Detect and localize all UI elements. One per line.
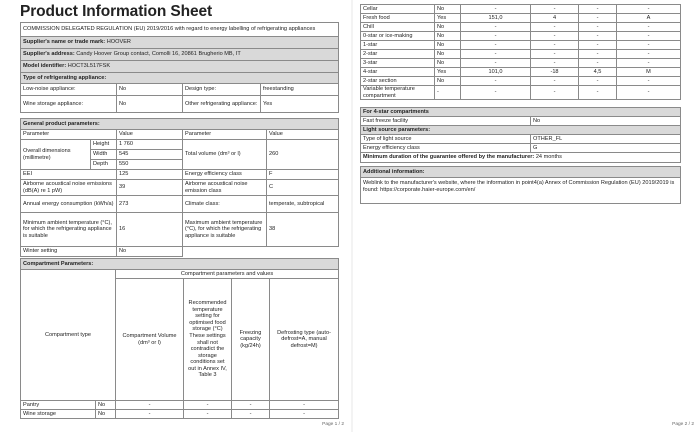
winter-value: No xyxy=(117,247,183,257)
supplier-name-value: HOOVER xyxy=(106,39,131,46)
row-temp: - xyxy=(531,50,579,59)
row-temp: - xyxy=(184,410,232,419)
table-row xyxy=(361,14,681,23)
row-freezing: - xyxy=(579,77,617,86)
wine-value: No xyxy=(117,96,183,113)
row-freezing: - xyxy=(579,41,617,50)
row-temp: -18 xyxy=(531,68,579,77)
col-parameter: Parameter xyxy=(21,130,117,140)
table-row xyxy=(361,77,681,86)
total-volume-value: 260 xyxy=(267,140,339,170)
table-row xyxy=(361,59,681,68)
noise-class-label: Airborne acoustical noise emission class xyxy=(183,180,267,196)
row-volume: 101,0 xyxy=(461,68,531,77)
row-present: No xyxy=(435,23,461,32)
row-volume: - xyxy=(461,5,531,14)
regulation-text: COMMISSION DELEGATED REGULATION (EU) 2019/2016 with regard to energy labelling of refrigerating appliances xyxy=(21,23,339,37)
row-temp: - xyxy=(531,32,579,41)
page-number: Page 1 / 2 xyxy=(322,422,344,427)
row-volume: - xyxy=(116,401,184,410)
eei-label: EEI xyxy=(21,170,117,180)
guarantee-value: 24 months xyxy=(535,154,562,161)
table-row xyxy=(361,86,681,100)
comp-volume-label: Compartment Volume (dm³ or l) xyxy=(116,279,184,401)
weblink-text: Weblink to the manufacturer's website, where the information in point4(a) Annex of Commission Regulation (EU) 2019/2019 is found: xyxy=(363,180,675,193)
row-defrost: - xyxy=(617,77,681,86)
row-freezing: - xyxy=(579,5,617,14)
row-temp: - xyxy=(531,59,579,68)
depth-value: 550 xyxy=(117,160,183,170)
general-table xyxy=(20,118,339,257)
low-noise-label: Low-noise appliance: xyxy=(21,84,117,96)
row-defrost: - xyxy=(270,410,339,419)
row-freezing: 4,5 xyxy=(579,68,617,77)
supplier-table xyxy=(20,22,339,84)
general-header: General product parameters: xyxy=(21,119,339,130)
row-present: No xyxy=(435,32,461,41)
guarantee-row xyxy=(361,153,681,163)
row-name: 1-star xyxy=(361,41,435,50)
row-present: No xyxy=(96,401,116,410)
row-defrost: - xyxy=(617,23,681,32)
row-temp: - xyxy=(184,401,232,410)
eei-value: 125 xyxy=(117,170,183,180)
row-name: Chill xyxy=(361,23,435,32)
min-temp-label: Minimum ambient temperature (°C), for which the refrigerating appliance is suitable xyxy=(21,213,117,247)
fast-freeze-value: No xyxy=(531,117,681,126)
min-temp-value: 16 xyxy=(117,213,183,247)
row-freezing: - xyxy=(579,23,617,32)
row-defrost: - xyxy=(617,32,681,41)
height-label: Height xyxy=(91,140,117,150)
table-row xyxy=(361,23,681,32)
row-temp: 4 xyxy=(531,14,579,23)
supplier-name-label: Supplier's name or trade mark: xyxy=(23,39,106,46)
row-present: No xyxy=(435,77,461,86)
row-name: 2-star xyxy=(361,50,435,59)
annual-energy-value: 273 xyxy=(117,196,183,213)
light-type-label: Type of light source xyxy=(361,135,531,144)
width-value: 545 xyxy=(117,150,183,160)
row-name: Variable temperature compartment xyxy=(361,86,435,100)
wine-label: Wine storage appliance: xyxy=(21,96,117,113)
comp-type-label: Compartment type xyxy=(21,270,116,401)
row-defrost: M xyxy=(617,68,681,77)
row-volume: - xyxy=(461,86,531,100)
climate-label: Climate class: xyxy=(183,196,267,213)
row-name: Fresh food xyxy=(361,14,435,23)
col-value-2: Value xyxy=(267,130,339,140)
table-row xyxy=(361,32,681,41)
climate-value: temperate, subtropical xyxy=(267,196,339,213)
row-volume: - xyxy=(116,410,184,419)
noise-label: Airborne acoustical noise emissions (dB(A) re 1 pW) xyxy=(21,180,117,196)
four-star-header: For 4-star compartments xyxy=(361,108,681,117)
model-label: Model identifier: xyxy=(23,63,67,70)
row-name: 4-star xyxy=(361,68,435,77)
noise-value: 39 xyxy=(117,180,183,196)
row-temp: - xyxy=(531,77,579,86)
page-2 xyxy=(354,0,700,432)
page-number-2: Page 2 / 2 xyxy=(672,422,694,427)
row-present: Yes xyxy=(435,14,461,23)
row-present: No xyxy=(435,50,461,59)
compartment-table-continued xyxy=(360,4,681,100)
light-type-value: OTHER_FL xyxy=(531,135,681,144)
other-label: Other refrigerating appliance: xyxy=(183,96,261,113)
row-volume: - xyxy=(461,50,531,59)
row-volume: - xyxy=(461,23,531,32)
model-value: HOCT3L517FSK xyxy=(67,63,111,70)
row-freezing: - xyxy=(579,32,617,41)
row-freezing: - xyxy=(232,410,270,419)
other-value: Yes xyxy=(261,96,339,113)
four-star-table xyxy=(360,107,681,204)
row-defrost: - xyxy=(617,86,681,100)
row-name: 0-star or ice-making xyxy=(361,32,435,41)
light-class-label: Energy efficiency class xyxy=(361,144,531,153)
total-volume-label: Total volume (dm³ or l) xyxy=(183,140,267,170)
row-present: Yes xyxy=(435,68,461,77)
table-row xyxy=(361,5,681,14)
weblink-url[interactable]: https://corporate.haier-europe.com/en/ xyxy=(380,186,476,193)
row-volume: - xyxy=(461,32,531,41)
row-name: Cellar xyxy=(361,5,435,14)
row-defrost: A xyxy=(617,14,681,23)
row-freezing: - xyxy=(232,401,270,410)
supplier-name-row xyxy=(21,37,339,49)
row-defrost: - xyxy=(270,401,339,410)
row-freezing: - xyxy=(579,50,617,59)
supplier-address-label: Supplier's address: xyxy=(23,51,75,58)
comp-params-values: Compartment parameters and values xyxy=(116,270,339,279)
row-present: - xyxy=(435,86,461,100)
row-temp: - xyxy=(531,23,579,32)
table-row xyxy=(361,50,681,59)
weblink-cell xyxy=(361,178,681,204)
low-noise-value: No xyxy=(117,84,183,96)
freezing-label: Freezing capacity (kg/24h) xyxy=(232,279,270,401)
row-freezing: - xyxy=(579,86,617,100)
supplier-address-row xyxy=(21,49,339,61)
design-type-value: freestanding xyxy=(261,84,339,96)
annual-energy-label: Annual energy consumption (kWh/a) xyxy=(21,196,117,213)
width-label: Width xyxy=(91,150,117,160)
max-temp-label: Maximum ambient temperature (°C), for which the refrigerating appliance is suitable xyxy=(183,213,267,247)
compartment-header: Compartment Parameters: xyxy=(21,259,339,270)
depth-label: Depth xyxy=(91,160,117,170)
row-temp: - xyxy=(531,5,579,14)
type-table xyxy=(20,83,339,113)
row-name: Pantry xyxy=(21,401,96,410)
row-temp: - xyxy=(531,86,579,100)
max-temp-value: 38 xyxy=(267,213,339,247)
row-present: No xyxy=(435,59,461,68)
energy-class-value: F xyxy=(267,170,339,180)
noise-class-value: C xyxy=(267,180,339,196)
row-defrost: - xyxy=(617,5,681,14)
row-freezing: - xyxy=(579,14,617,23)
light-header: Light source parameters: xyxy=(361,126,681,135)
type-header: Type of refrigerating appliance: xyxy=(21,73,339,84)
rec-temp-label: Recommended temperature setting for optimised food storage (°C) These settings shall not contradict the storage conditions set out in Annex IV, Table 3 xyxy=(184,279,232,401)
supplier-address-value: Candy Hoover Group contact, Comolli 16, 20861 Brugherio MB, IT xyxy=(76,51,241,58)
row-present: No xyxy=(435,5,461,14)
col-value: Value xyxy=(117,130,183,140)
row-volume: - xyxy=(461,41,531,50)
additional-header: Additional information: xyxy=(361,167,681,178)
winter-label: Winter setting xyxy=(21,247,117,257)
table-row xyxy=(361,41,681,50)
overall-dim-label: Overall dimensions (millimetre) xyxy=(21,140,91,170)
page-divider xyxy=(351,0,353,432)
row-defrost: - xyxy=(617,59,681,68)
compartment-table xyxy=(20,258,339,419)
row-name: 3-star xyxy=(361,59,435,68)
row-temp: - xyxy=(531,41,579,50)
row-present: No xyxy=(96,410,116,419)
row-defrost: - xyxy=(617,41,681,50)
page-title: Product Information Sheet xyxy=(20,3,213,20)
table-row xyxy=(21,401,339,410)
model-row xyxy=(21,61,339,73)
row-freezing: - xyxy=(579,59,617,68)
row-defrost: - xyxy=(617,50,681,59)
row-volume: 151,0 xyxy=(461,14,531,23)
row-name: Wine storage xyxy=(21,410,96,419)
design-type-label: Design type: xyxy=(183,84,261,96)
height-value: 1 760 xyxy=(117,140,183,150)
col-parameter-2: Parameter xyxy=(183,130,267,140)
row-present: No xyxy=(435,41,461,50)
row-name: 2-star section xyxy=(361,77,435,86)
table-row xyxy=(361,68,681,77)
row-volume: - xyxy=(461,59,531,68)
row-volume: - xyxy=(461,77,531,86)
defrost-label: Defrosting type (auto-defrost=A, manual defrost=M) xyxy=(270,279,339,401)
light-class-value: G xyxy=(531,144,681,153)
fast-freeze-label: Fast freeze facility xyxy=(361,117,531,126)
table-row xyxy=(21,410,339,419)
guarantee-label: Minimum duration of the guarantee offered by the manufacturer: xyxy=(363,154,535,161)
energy-class-label: Energy efficiency class xyxy=(183,170,267,180)
